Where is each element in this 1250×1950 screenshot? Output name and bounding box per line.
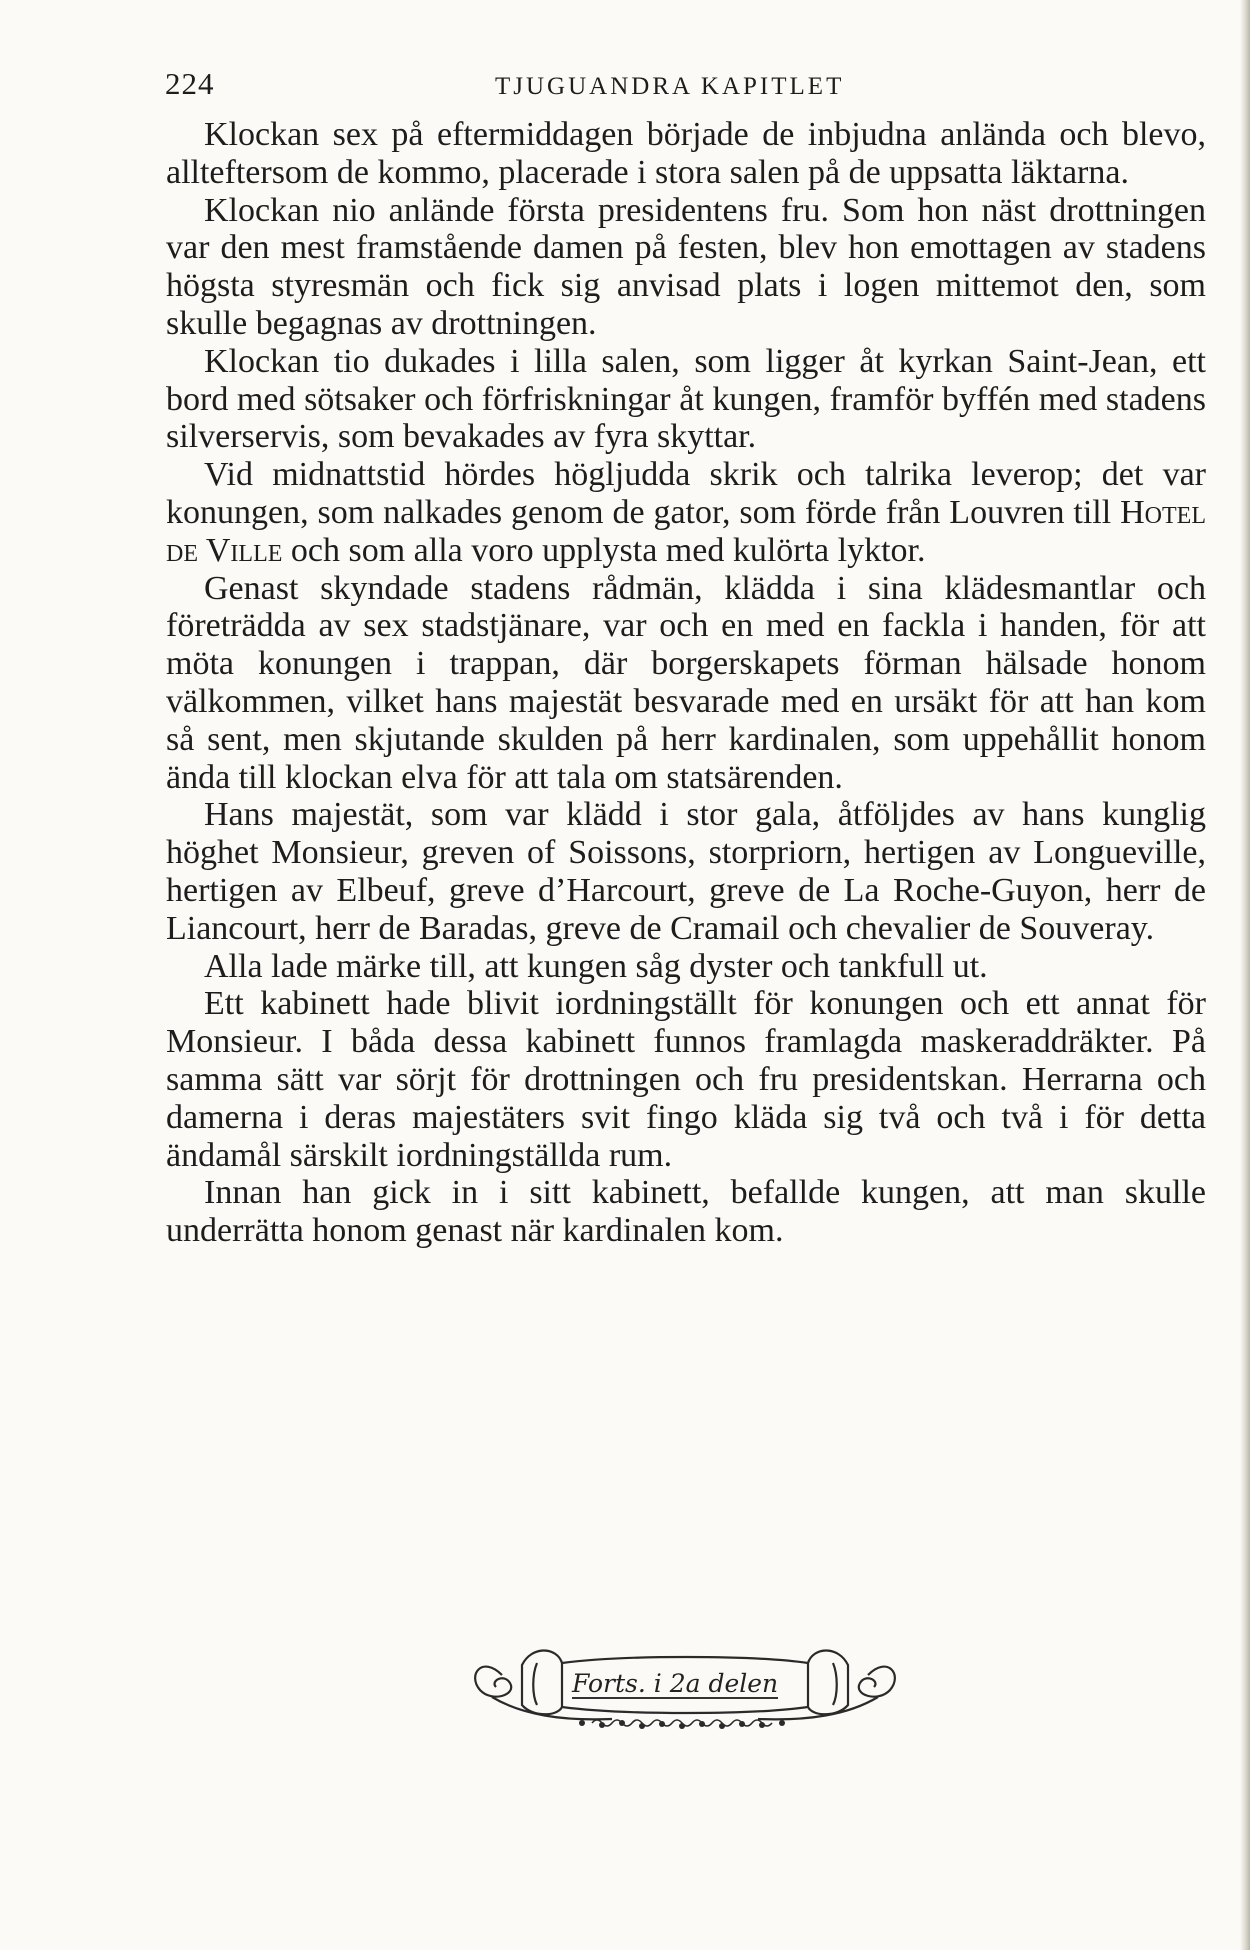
- paragraph: Hans majestät, som var klädd i stor gala, åtföljdes av hans kunglig höghet Monsieur, greven of Soissons, storpriorn, hertigen av Longueville, hertigen av Elbeuf, greve d’Harcourt, greve de La Roche-Guyon, herr de Liancourt, herr de Baradas, greve de Cramail och chevalier de Souveray.: [166, 796, 1206, 947]
- paragraph: Ett kabinett hade blivit iordningställt för konungen och ett annat för Monsieur. I båda dessa kabinett funnos framlagda maskeraddräkter. På samma sätt var sörjt för drottningen och fru presidentskan. Herrarna och damerna i deras majestäters svit fingo kläda sig två och två i för detta ändamål särskilt iordningställda rum.: [166, 985, 1206, 1174]
- page-edge-shadow: [1240, 0, 1250, 1950]
- continuation-note: Forts. i 2a delen: [572, 1669, 779, 1698]
- body-text: [166, 116, 1206, 1250]
- paragraph: Innan han gick in i sitt kabinett, befallde kungen, att man skulle underrätta honom genast när kardinalen kom.: [166, 1174, 1206, 1250]
- running-head: TJUGUANDRA KAPITLET: [495, 73, 845, 100]
- paragraph: Klockan tio dukades i lilla salen, som ligger åt kyrkan Saint-Jean, ett bord med sötsaker och förfriskningar åt kungen, framför byffén med stadens silverservis, som bevakades av fyra skyttar.: [166, 342, 1206, 456]
- paragraph-text: och som alla voro upplysta med kulörta lyktor.: [282, 531, 926, 569]
- paragraph: Alla lade märke till, att kungen såg dyster och tankfull ut.: [204, 947, 988, 985]
- paragraph-text: Vid midnattstid hördes högljudda skrik och talrika leverop; det var konungen, som nalkades genom de gator, som förde från Louvren till: [166, 456, 1206, 531]
- paragraph: [166, 456, 1206, 569]
- place-name-smallcaps: Hotel de Ville: [166, 493, 1206, 569]
- page-number: 224: [165, 66, 215, 101]
- paragraph: Genast skyndade stadens rådmän, klädda i sina klädesmantlar och företrädda av sex stadstjänare, var och en med en fackla i handen, för att möta konungen i trappan, där borgerskapets förman hälsade honom välkommen, vilket hans majestät besvarade med en ursäkt för att han kom så sent, men skjutande skulden på herr kardinalen, som uppehållit honom ända till klockan elva för att tala om statsärenden.: [166, 569, 1206, 796]
- paragraph: Klockan nio anlände första presidentens fru. Som hon näst drottningen var den mest framstående damen på festen, blev hon emottagen av stadens högsta styresmän och fick sig anvisad plats i logen mittemot den, som skulle begagnas av drottningen.: [166, 191, 1206, 342]
- paragraph: Klockan sex på eftermiddagen började de inbjudna anlända och blevo, allteftersom de kommo, placerade i stora salen på de uppsatta läktarna.: [166, 116, 1206, 191]
- ornamental-tailpiece: [462, 1635, 908, 1735]
